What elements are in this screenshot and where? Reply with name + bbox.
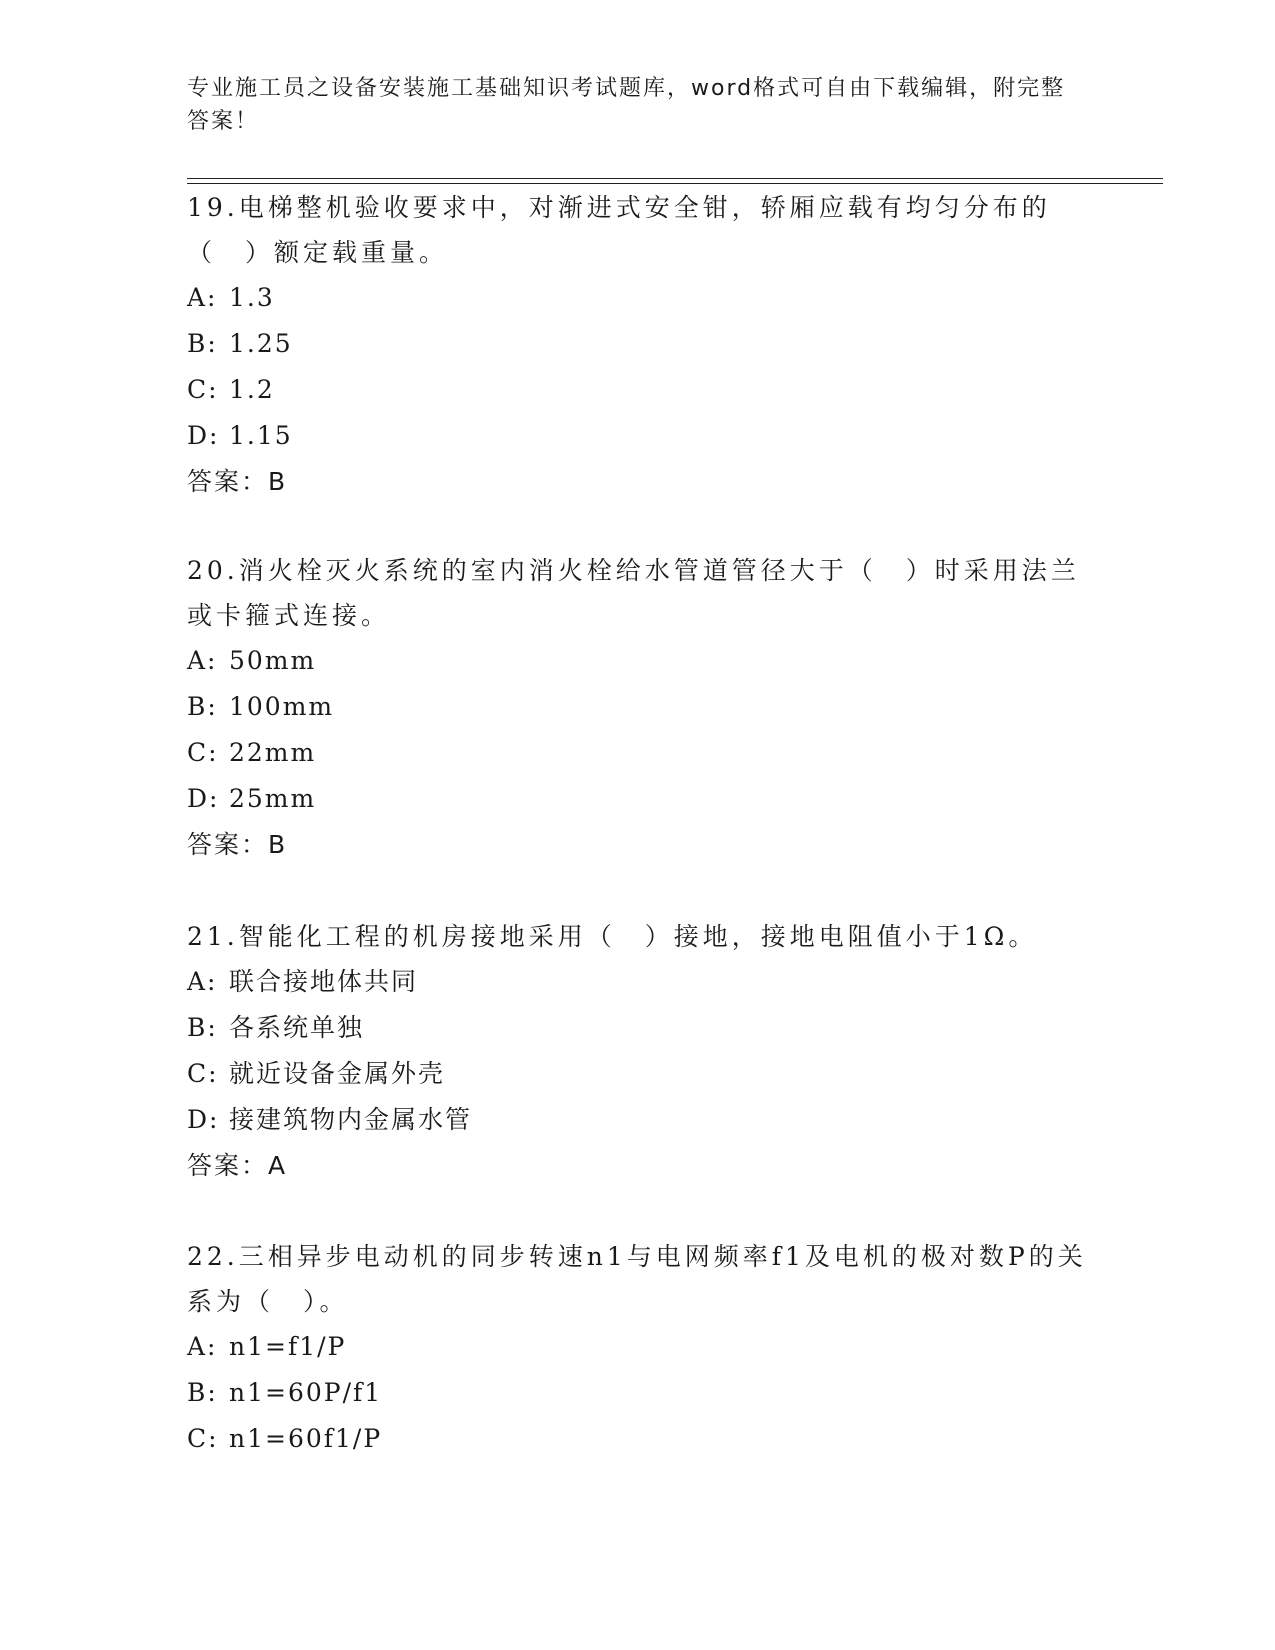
option-a: [187, 638, 1087, 684]
option-label: B:: [187, 692, 218, 721]
option-label: A:: [187, 646, 218, 675]
option-d: [187, 413, 1087, 459]
option-a: [187, 275, 1087, 321]
option-label: D:: [187, 784, 220, 813]
option-label: A:: [187, 283, 218, 312]
option-label: A:: [187, 967, 218, 996]
answer: 答案：B: [187, 830, 288, 859]
question-number: 20.: [187, 556, 239, 585]
option-c: [187, 1051, 1087, 1097]
option-text: 22mm: [229, 738, 317, 767]
document-header: 专业施工员之设备安装施工基础知识考试题库，word格式可自由下载编辑，附完整答案！: [187, 76, 1066, 134]
option-label: A:: [187, 1332, 218, 1361]
question-body: 电梯整机验收要求中，对渐进式安全钳，轿厢应载有均匀分布的（ ）额定载重量。: [187, 193, 1051, 267]
option-c: [187, 730, 1087, 776]
option-d: [187, 1097, 1087, 1143]
option-label: B:: [187, 1013, 218, 1042]
option-label: B:: [187, 329, 218, 358]
option-label: B:: [187, 1378, 218, 1407]
option-d: [187, 776, 1087, 822]
option-text: 50mm: [229, 646, 317, 675]
question-text: [187, 914, 1087, 959]
option-text: 100mm: [229, 692, 335, 721]
option-text: n1=f1/P: [229, 1332, 347, 1361]
option-b: [187, 1005, 1087, 1051]
option-text: 各系统单独: [229, 1013, 365, 1042]
option-text: 1.25: [229, 329, 293, 358]
option-text: 1.2: [229, 375, 275, 404]
option-a: [187, 1324, 1087, 1370]
question-21: [187, 914, 1087, 1188]
question-body: 智能化工程的机房接地采用（ ）接地，接地电阻值小于1Ω。: [238, 922, 1038, 951]
option-c: [187, 1416, 1087, 1462]
question-20: [187, 548, 1087, 867]
option-label: D:: [187, 421, 220, 450]
question-number: 19.: [187, 193, 239, 222]
option-a: [187, 959, 1087, 1005]
option-label: C:: [187, 375, 219, 404]
option-text: 就近设备金属外壳: [229, 1059, 446, 1088]
option-label: C:: [187, 1424, 219, 1453]
header-divider: [187, 178, 1163, 179]
question-body: 三相异步电动机的同步转速n1与电网频率f1及电机的极对数P的关系为（ ）。: [187, 1242, 1087, 1316]
option-label: C:: [187, 1059, 219, 1088]
option-text: 25mm: [229, 784, 317, 813]
option-text: 联合接地体共同: [229, 967, 419, 996]
option-text: 接建筑物内金属水管: [229, 1105, 473, 1134]
question-number: 22.: [187, 1242, 239, 1271]
option-text: 1.3: [229, 283, 275, 312]
option-text: n1=60P/f1: [229, 1378, 383, 1407]
option-b: [187, 321, 1087, 367]
option-b: [187, 684, 1087, 730]
option-b: [187, 1370, 1087, 1416]
question-text: [187, 1234, 1087, 1324]
question-22: [187, 1234, 1087, 1462]
question-text: [187, 548, 1087, 638]
question-text: [187, 185, 1087, 275]
answer: 答案：A: [187, 1151, 288, 1180]
option-label: C:: [187, 738, 219, 767]
question-number: 21.: [187, 922, 239, 951]
question-body: 消火栓灭火系统的室内消火栓给水管道管径大于（ ）时采用法兰或卡箍式连接。: [187, 556, 1080, 630]
option-label: D:: [187, 1105, 220, 1134]
option-c: [187, 367, 1087, 413]
option-text: n1=60f1/P: [229, 1424, 383, 1453]
header-divider-double: [187, 183, 1163, 184]
option-text: 1.15: [229, 421, 293, 450]
answer: 答案：B: [187, 467, 288, 496]
question-19: [187, 185, 1087, 504]
